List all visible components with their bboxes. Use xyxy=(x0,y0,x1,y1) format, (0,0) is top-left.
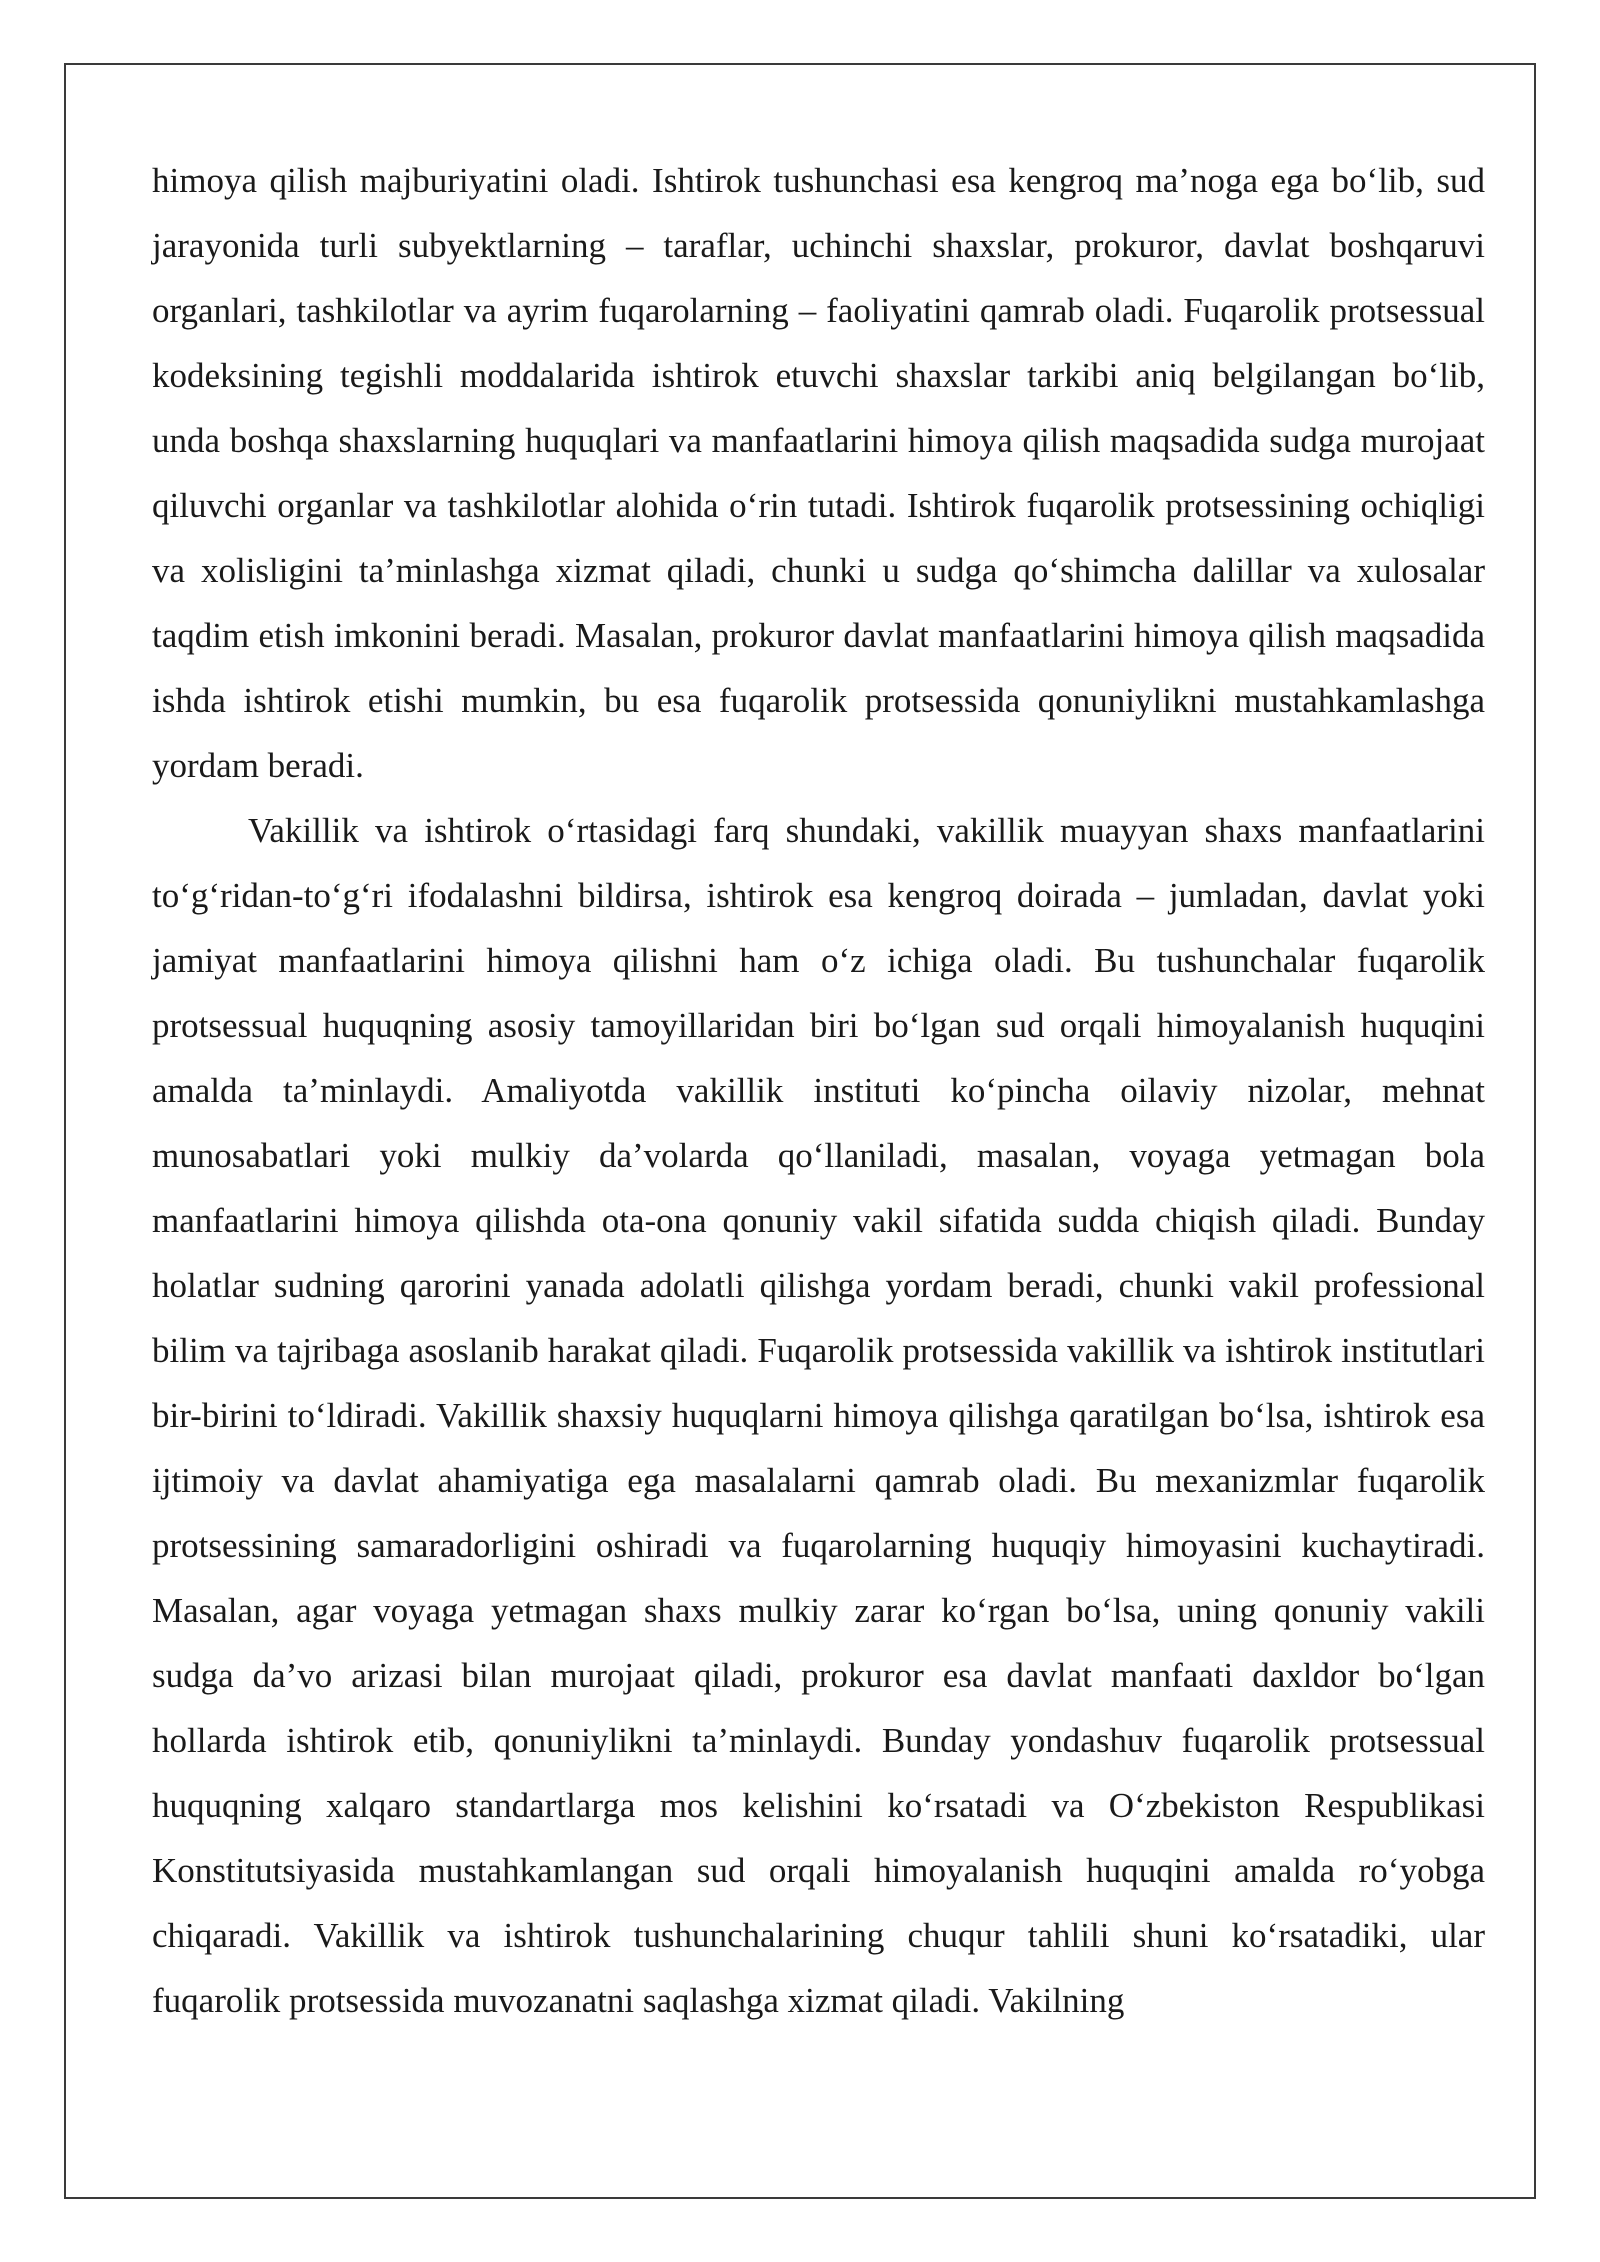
document-body xyxy=(152,148,1485,2033)
paragraph-2: Vakillik va ishtirok o‘rtasidagi farq shundaki, vakillik muayyan shaxs manfaatlarini to‘g‘ridan-to‘g‘ri ifodalashni bildirsa, ishtirok esa kengroq doirada – jumladan, davlat yoki jamiyat manfaatlarini himoya qilishni ham o‘z ichiga oladi. Bu tushunchalar fuqarolik protsessual huquqning asosiy tamoyillaridan biri bo‘lgan sud orqali himoyalanish huquqini amalda ta’minlaydi. Amaliyotda vakillik instituti ko‘pincha oilaviy nizolar, mehnat munosabatlari yoki mulkiy da’volarda qo‘llaniladi, masalan, voyaga yetmagan bola manfaatlarini himoya qilishda ota-ona qonuniy vakil sifatida sudda chiqish qiladi. Bunday holatlar sudning qarorini yanada adolatli qilishga yordam beradi, chunki vakil professional bilim va tajribaga asoslanib harakat qiladi. Fuqarolik protsessida vakillik va ishtirok institutlari bir-birini to‘ldiradi. Vakillik shaxsiy huquqlarni himoya qilishga qaratilgan bo‘lsa, ishtirok esa ijtimoiy va davlat ahamiyatiga ega masalalarni qamrab oladi. Bu mexanizmlar fuqarolik protsessining samaradorligini oshiradi va fuqarolarning huquqiy himoyasini kuchaytiradi. Masalan, agar voyaga yetmagan shaxs mulkiy zarar ko‘rgan bo‘lsa, uning qonuniy vakili sudga da’vo arizasi bilan murojaat qiladi, prokuror esa davlat manfaati daxldor bo‘lgan hollarda ishtirok etib, qonuniylikni ta’minlaydi. Bunday yondashuv fuqarolik protsessual huquqning xalqaro standartlarga mos kelishini ko‘rsatadi va O‘zbekiston Respublikasi Konstitutsiyasida mustahkamlangan sud orqali himoyalanish huquqini amalda ro‘yobga chiqaradi. Vakillik va ishtirok tushunchalarining chuqur tahlili shuni ko‘rsatadiki, ular fuqarolik protsessida muvozanatni saqlashga xizmat qiladi. Vakilning xyxy=(152,811,1485,2020)
paragraph-1: himoya qilish majburiyatini oladi. Ishtirok tushunchasi esa kengroq ma’noga ega bo‘lib, sud jarayonida turli subyektlarning – taraflar, uchinchi shaxslar, prokuror, davlat boshqaruvi organlari, tashkilotlar va ayrim fuqarolarning – faoliyatini qamrab oladi. Fuqarolik protsessual kodeksining tegishli moddalarida ishtirok etuvchi shaxslar tarkibi aniq belgilangan bo‘lib, unda boshqa shaxslarning huquqlari va manfaatlarini himoya qilish maqsadida sudga murojaat qiluvchi organlar va tashkilotlar alohida o‘rin tutadi. Ishtirok fuqarolik protsessining ochiqligi va xolisligini ta’minlashga xizmat qiladi, chunki u sudga qo‘shimcha dalillar va xulosalar taqdim etish imkonini beradi. Masalan, prokuror davlat manfaatlarini himoya qilish maqsadida ishda ishtirok etishi mumkin, bu esa fuqarolik protsessida qonuniylikni mustahkamlashga yordam beradi. xyxy=(152,161,1485,785)
